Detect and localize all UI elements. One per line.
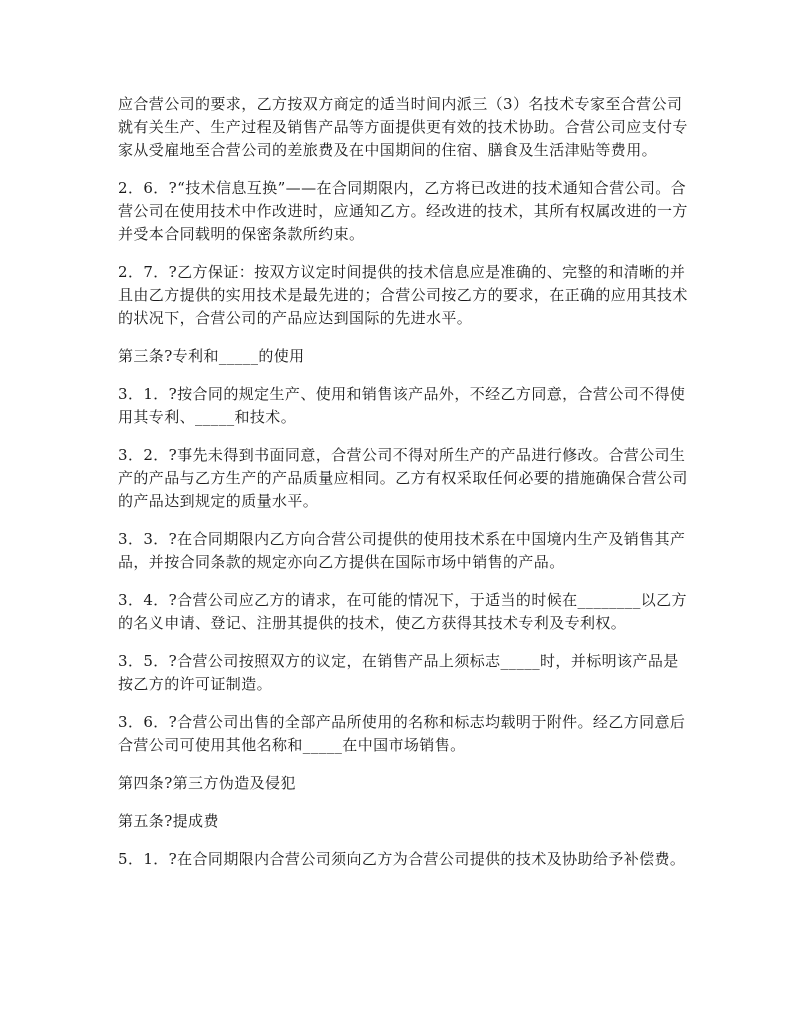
paragraph-3-6: 3．6．?合营公司出售的全部产品所使用的名称和标志均载明于附件。经乙方同意后合营公司可使用其他名称和_____在中国市场销售。 (118, 713, 686, 754)
paragraph-3-1: 3．1．?按合同的规定生产、使用和销售该产品外，不经乙方同意，合营公司不得使用其专利、_____和技术。 (118, 385, 686, 426)
paragraph-3-4: 3．4．?合营公司应乙方的请求，在可能的情况下，于适当的时候在________以乙方的名义申请、登记、注册其提供的技术，使乙方获得其技术专利及专利权。 (118, 591, 687, 632)
paragraph-2-6: 2．6．?“技术信息互换”——在合同期限内，乙方将已改进的技术通知合营公司。合营公司在使用技术中作改进时，应通知乙方。经改进的技术，其所有权属改进的一方并受本合同载明的保密条款所约束。 (118, 179, 688, 243)
paragraph-3-3: 3．3．?在合同期限内乙方向合营公司提供的使用技术系在中国境内生产及销售其产品，并按合同条款的规定亦向乙方提供在国际市场中销售的产品。 (118, 530, 686, 571)
heading-article-5: 第五条?提成费 (118, 812, 219, 830)
heading-article-4: 第四条?第三方伪造及侵犯 (118, 774, 296, 792)
paragraph-3-2: 3．2．?事先未得到书面同意，合营公司不得对所生产的产品进行修改。合营公司生产的产品与乙方生产的产品质量应相同。乙方有权采取任何必要的措施确保合营公司的产品达到规定的质量水平。 (118, 446, 688, 510)
paragraph-2-7: 2．7．?乙方保证：按双方议定时间提供的技术信息应是准确的、完整的和清晰的并且由乙方提供的实用技术是最先进的；合营公司按乙方的要求，在正确的应用其技术的状况下，合营公司的产品应达到国际的先进水平。 (118, 263, 688, 327)
paragraph-3-5: 3．5．?合营公司按照双方的议定，在销售产品上须标志_____时，并标明该产品是按乙方的许可证制造。 (118, 652, 679, 693)
paragraph-technical-assistance: 应合营公司的要求，乙方按双方商定的适当时间内派三（3）名技术专家至合营公司就有关生产、生产过程及销售产品等方面提供更有效的技术协助。合营公司应支付专家从受雇地至合营公司的差旅费及在中国期间的住宿、膳食及生活津贴等费用。 (118, 95, 688, 159)
paragraph-5-1: 5．1．?在合同期限内合营公司须向乙方为合营公司提供的技术及协助给予补偿费。 (118, 850, 686, 868)
heading-article-3: 第三条?专利和_____的使用 (118, 347, 305, 365)
document-body (118, 93, 688, 886)
